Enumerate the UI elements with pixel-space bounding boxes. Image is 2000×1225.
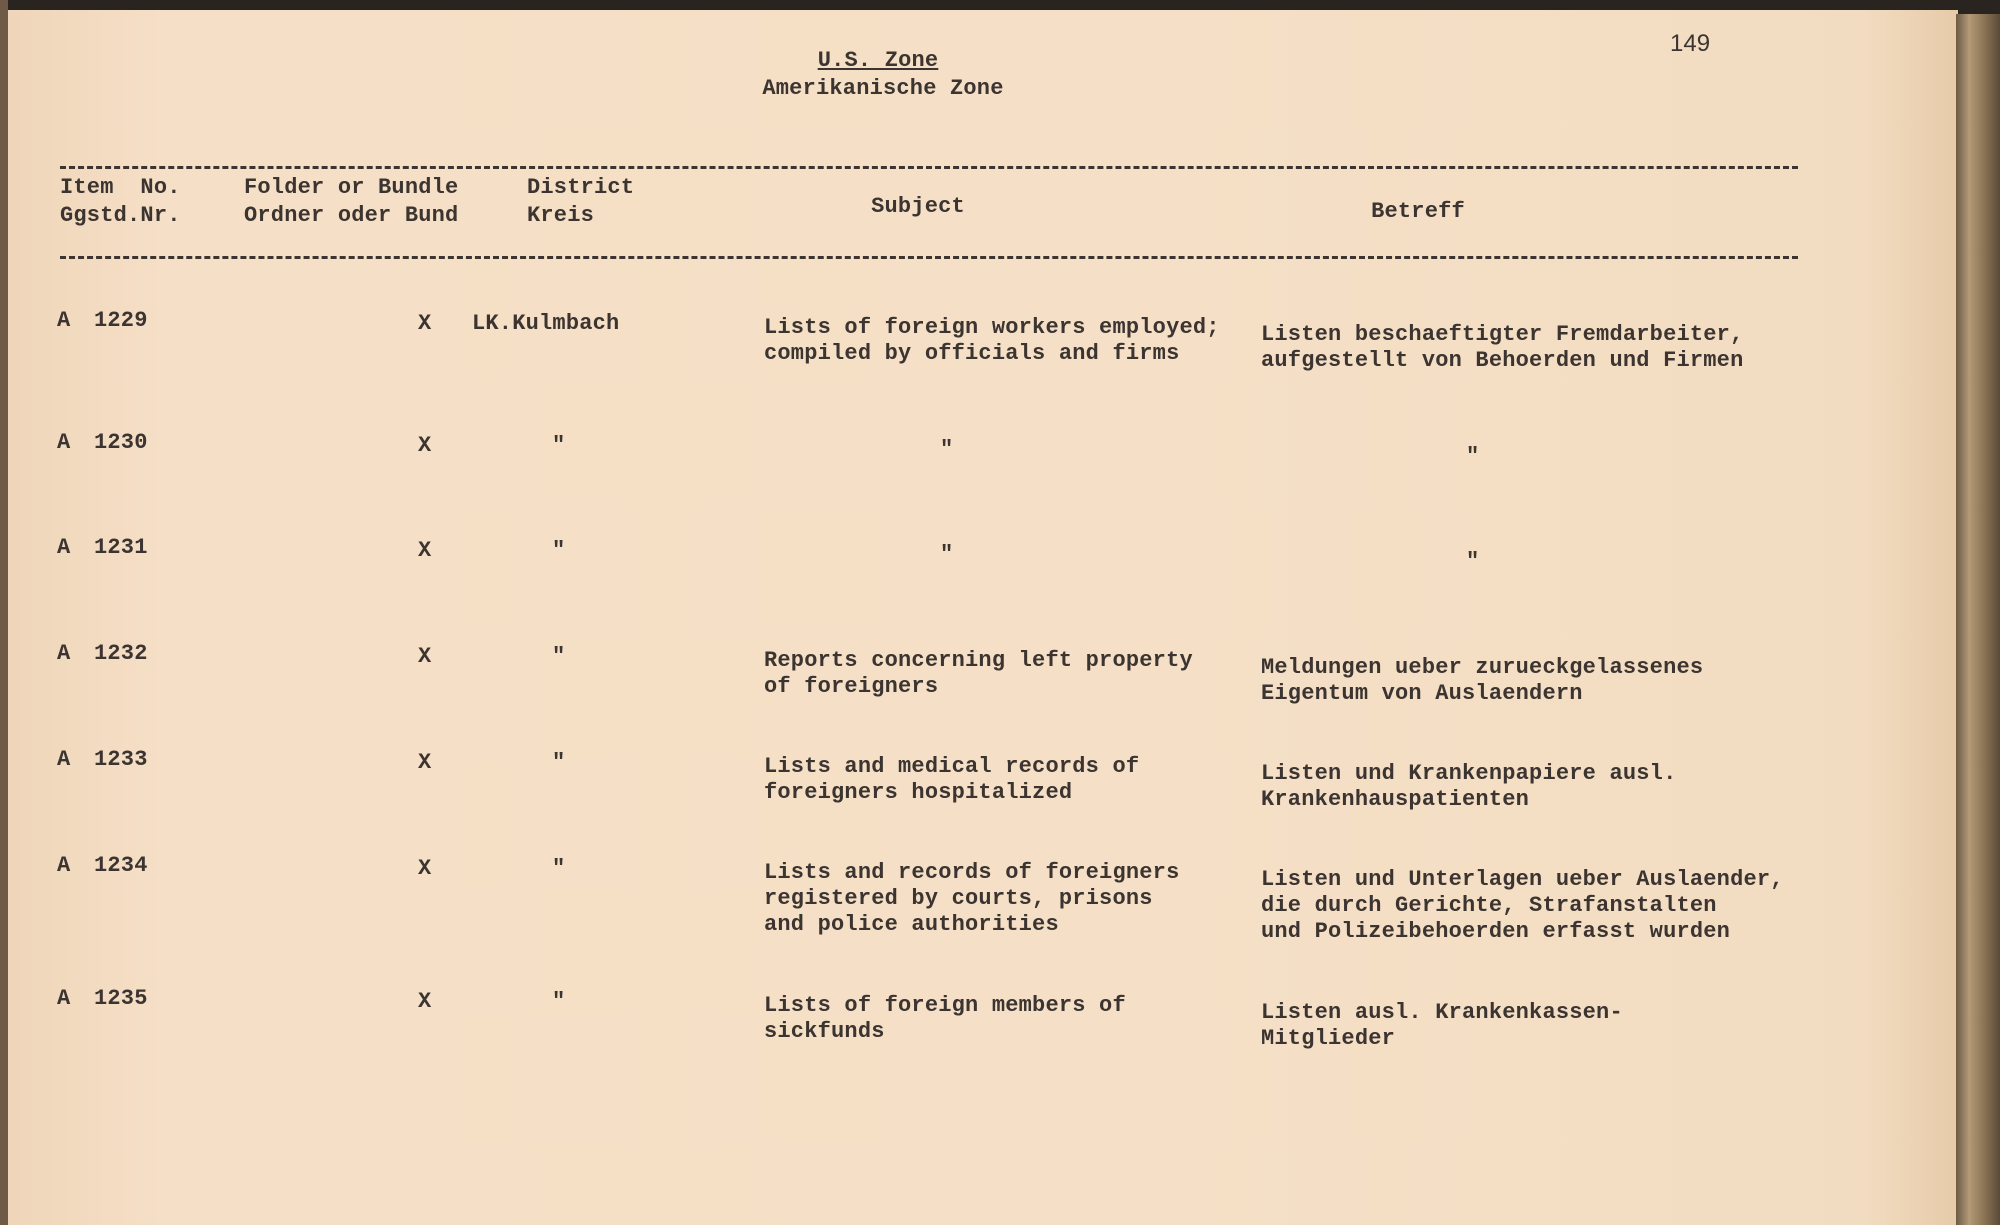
subject-line: Lists of foreign workers employed; bbox=[764, 315, 1220, 340]
betreff-line: Krankenhauspatienten bbox=[1261, 787, 1530, 812]
betreff-line: Listen ausl. Krankenkassen- bbox=[1261, 1000, 1623, 1025]
header-district-de: Kreis bbox=[527, 203, 595, 228]
header-betreff: Betreff bbox=[1371, 199, 1465, 224]
folder-mark: X bbox=[418, 644, 432, 669]
header-subject: Subject bbox=[871, 194, 965, 219]
subject-line: sickfunds bbox=[764, 1019, 885, 1044]
district: " bbox=[552, 433, 566, 458]
folder-mark: X bbox=[418, 856, 432, 881]
page-number: 149 bbox=[1670, 30, 1711, 57]
item-prefix: A bbox=[57, 986, 71, 1011]
betreff-line: die durch Gerichte, Strafanstalten bbox=[1261, 893, 1717, 918]
subject-line: Lists of foreign members of bbox=[764, 993, 1126, 1018]
item-number: 1232 bbox=[94, 641, 148, 666]
betreff-line: Eigentum von Auslaendern bbox=[1261, 681, 1583, 706]
betreff-line: Listen beschaeftigter Fremdarbeiter, bbox=[1261, 322, 1744, 347]
item-number: 1234 bbox=[94, 853, 148, 878]
folder-mark: X bbox=[418, 311, 432, 336]
subject-line: Reports concerning left property bbox=[764, 648, 1193, 673]
subject-line: registered by courts, prisons bbox=[764, 886, 1153, 911]
book-page-edges bbox=[1956, 14, 2000, 1225]
title-line-1: U.S. Zone bbox=[817, 48, 939, 73]
folder-mark: X bbox=[418, 989, 432, 1014]
header-item-en: Item No. bbox=[60, 175, 181, 200]
district: " bbox=[552, 989, 566, 1014]
item-number: 1230 bbox=[94, 430, 148, 455]
item-prefix: A bbox=[57, 747, 71, 772]
item-number: 1231 bbox=[94, 535, 148, 560]
betreff-line: " bbox=[1466, 549, 1480, 574]
district: " bbox=[552, 538, 566, 563]
subject-line: " bbox=[940, 542, 954, 567]
item-number: 1233 bbox=[94, 747, 148, 772]
item-prefix: A bbox=[57, 430, 71, 455]
district: " bbox=[552, 856, 566, 881]
betreff-line: Listen und Unterlagen ueber Auslaender, bbox=[1261, 867, 1784, 892]
betreff-line: und Polizeibehoerden erfasst wurden bbox=[1261, 919, 1731, 944]
subject-line: " bbox=[940, 437, 954, 462]
district: " bbox=[552, 644, 566, 669]
folder-mark: X bbox=[418, 538, 432, 563]
item-prefix: A bbox=[57, 853, 71, 878]
header-item-de: Ggstd.Nr. bbox=[60, 203, 181, 228]
betreff-line: Meldungen ueber zurueckgelassenes bbox=[1261, 655, 1704, 680]
betreff-line: aufgestellt von Behoerden und Firmen bbox=[1261, 348, 1744, 373]
item-prefix: A bbox=[57, 308, 71, 333]
header-folder-de: Ordner oder Bund bbox=[244, 203, 459, 228]
header-top-rule bbox=[60, 166, 1798, 169]
header-district-en: District bbox=[527, 175, 635, 200]
subject-line: and police authorities bbox=[764, 912, 1059, 937]
subject-line: Lists and medical records of bbox=[764, 754, 1140, 779]
item-prefix: A bbox=[57, 535, 71, 560]
subject-line: compiled by officials and firms bbox=[764, 341, 1180, 366]
subject-line: foreigners hospitalized bbox=[764, 780, 1073, 805]
header-bottom-rule bbox=[60, 256, 1798, 259]
item-number: 1229 bbox=[94, 308, 148, 333]
betreff-line: Mitglieder bbox=[1261, 1026, 1396, 1051]
item-prefix: A bbox=[57, 641, 71, 666]
betreff-line: Listen und Krankenpapiere ausl. bbox=[1261, 761, 1677, 786]
folder-mark: X bbox=[418, 750, 432, 775]
book-left-edge bbox=[0, 0, 8, 1225]
betreff-line: " bbox=[1466, 444, 1480, 469]
header-folder-en: Folder or Bundle bbox=[244, 175, 459, 200]
district: LK.Kulmbach bbox=[472, 311, 620, 336]
subject-line: of foreigners bbox=[764, 674, 939, 699]
district: " bbox=[552, 750, 566, 775]
folder-mark: X bbox=[418, 433, 432, 458]
title-line-2: Amerikanische Zone bbox=[762, 76, 1004, 101]
subject-line: Lists and records of foreigners bbox=[764, 860, 1180, 885]
item-number: 1235 bbox=[94, 986, 148, 1011]
